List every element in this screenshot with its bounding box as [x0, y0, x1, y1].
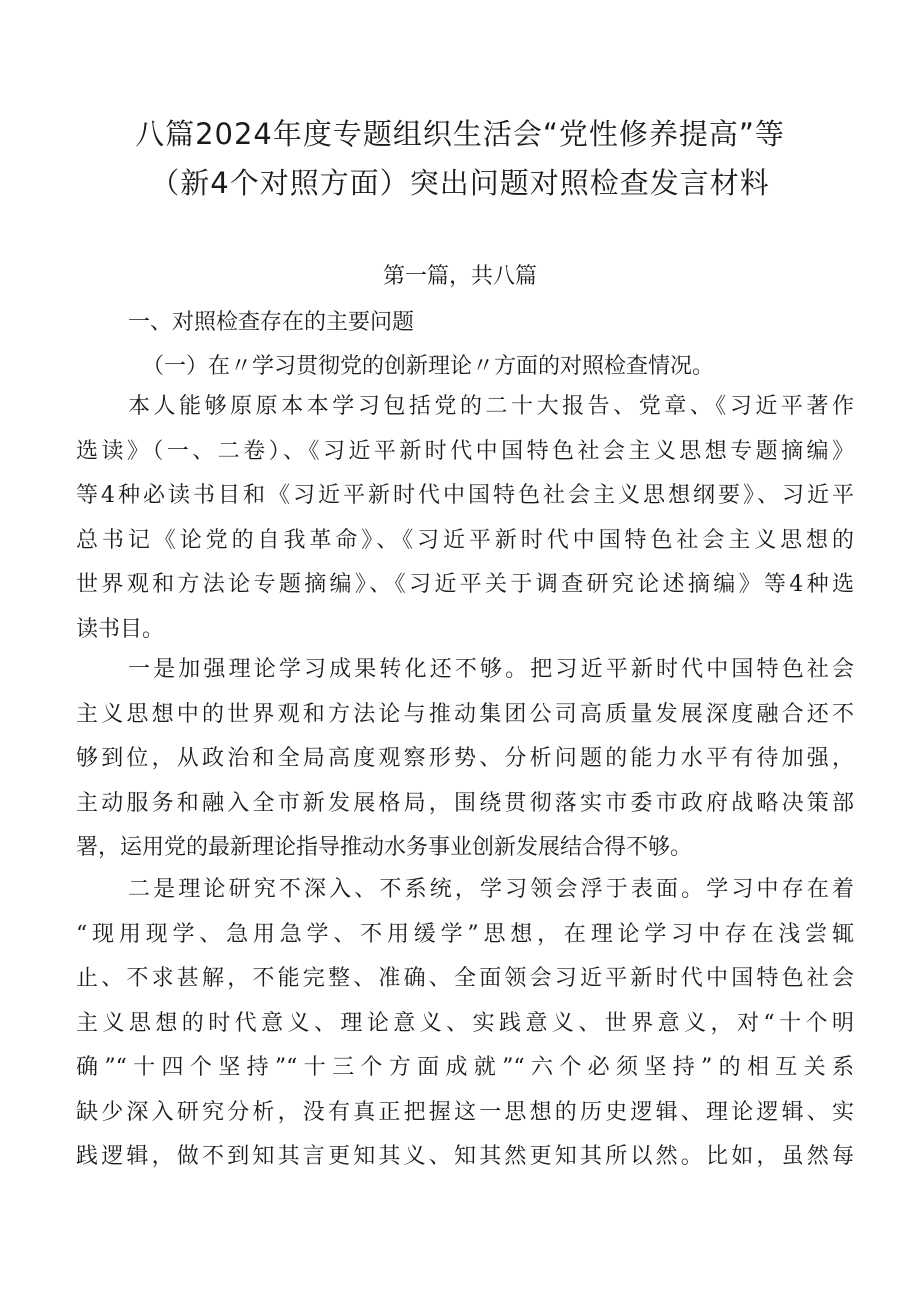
paragraph-line: 总书记《论党的自我革命》、《习近平新时代中国特色社会主义思想的	[76, 527, 854, 553]
paragraph-line: 一是加强理论学习成果转化还不够。把习近平新时代中国特色社会	[128, 657, 854, 682]
paragraph-3	[76, 868, 854, 1180]
document-title-line-2: （新4个对照方面）突出问题对照检查发言材料	[150, 166, 770, 200]
paragraph-line: 二是理论研究不深入、不系统，学习领会浮于表面。学习中存在着	[128, 877, 854, 902]
paragraph-line: 世界观和方法论专题摘编》、《习近平关于调查研究论述摘编》等4种选	[76, 572, 854, 597]
section-heading: 一、对照检查存在的主要问题	[128, 310, 415, 335]
paragraph-2	[76, 648, 854, 871]
paragraph-line: 主义思想的时代意义、理论意义、实践意义、世界意义，对“十个明	[76, 1010, 854, 1036]
paragraph-line: 践逻辑，做不到知其言更知其义、知其然更知其所以然。比如，虽然每	[76, 1144, 854, 1169]
paragraph-line: 够到位，从政治和全局高度观察形势、分析问题的能力水平有待加强，	[76, 746, 854, 771]
paragraph-line: 缺少深入研究分析，没有真正把握这一思想的历史逻辑、理论逻辑、实	[76, 1099, 854, 1125]
paragraph-line: 读书目。	[76, 616, 165, 642]
paragraph-line: 等4种必读书目和《习近平新时代中国特色社会主义思想纲要》、习近平	[76, 483, 854, 508]
document-title-line-1: 八篇2024年度专题组织生活会“党性修养提高”等	[135, 117, 785, 151]
paragraph-line: 止、不求甚解，不能完整、准确、全面领会习近平新时代中国特色社会	[76, 966, 854, 991]
paragraph-line: 主动服务和融入全市新发展格局，围绕贯彻落实市委市政府战略决策部	[76, 790, 854, 816]
paragraph-line: 主义思想中的世界观和方法论与推动集团公司高质量发展深度融合还不	[76, 701, 854, 727]
paragraph-1	[76, 385, 854, 652]
paragraph-line: 署，运用党的最新理论指导推动水务事业创新发展结合得不够。	[76, 835, 693, 860]
subsection-heading: （一）在〃学习贯彻党的创新理论〃方面的对照检查情况。	[142, 354, 715, 379]
paragraph-line: 本人能够原原本本学习包括党的二十大报告、党章、《习近平著作	[128, 394, 854, 419]
paragraph-line: 确”“十四个坚持”“十三个方面成就”“六个必须坚持”的相互关系	[76, 1055, 854, 1080]
document-subtitle: 第一篇，共八篇	[382, 264, 537, 289]
paragraph-line: 选读》（一、二卷）、《习近平新时代中国特色社会主义思想专题摘编》	[76, 438, 854, 464]
paragraph-line: “现用现学、急用急学、不用缓学”思想，在理论学习中存在浅尝辄	[76, 921, 854, 947]
